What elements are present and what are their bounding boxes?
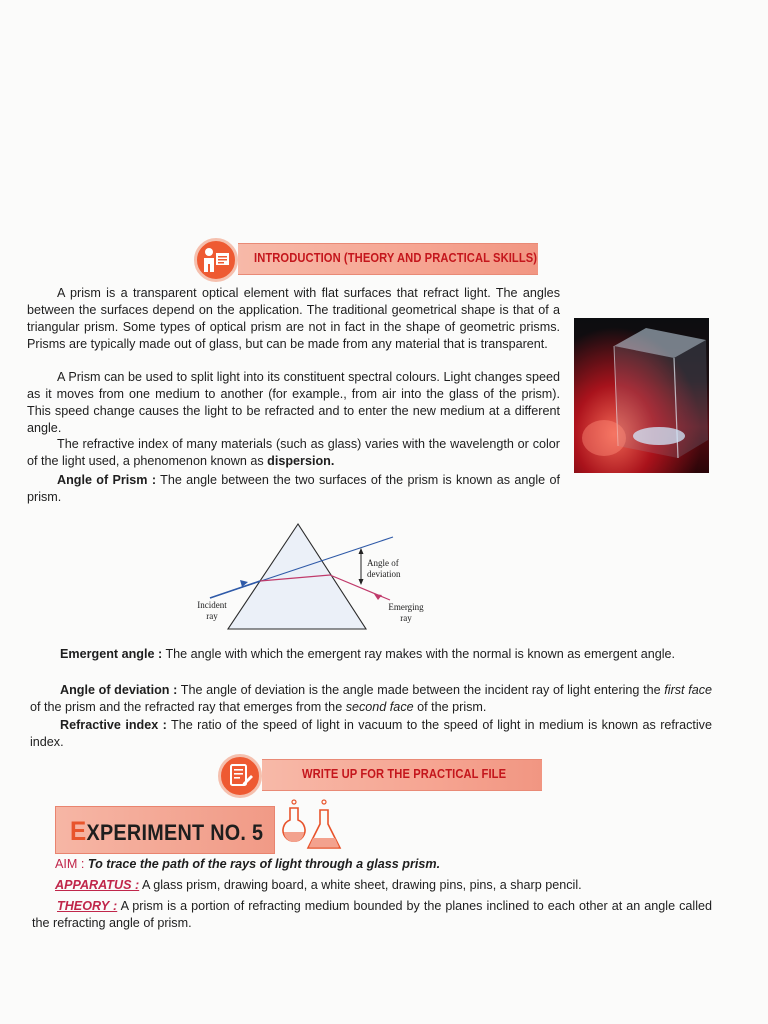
theory-label: THEORY :: [57, 899, 118, 913]
dispersion-term: dispersion.: [267, 454, 335, 468]
teacher-icon: [194, 238, 238, 282]
emerging-ray-label: [385, 602, 427, 624]
writeup-banner-title: WRITE UP FOR THE PRACTICAL FILE: [302, 766, 507, 781]
experiment-title: [70, 816, 263, 847]
experiment-title-initial: E: [70, 816, 87, 846]
aim-line: [55, 857, 440, 871]
angle-of-deviation-term: Angle of deviation :: [60, 683, 178, 697]
intro-banner: [238, 243, 538, 275]
theory-paragraph: [32, 898, 712, 932]
deviation-text-2: of the prism and the refracted ray that emerges from the: [30, 700, 343, 714]
intro-paragraph-2: A Prism can be used to split light into its constituent spectral colours. Light changes speed as it moves from one medium to another (for example., from air into the glass of the prism). This speed change causes the light to be refracted and to enter the new medium at a different angle.: [27, 370, 560, 435]
notepad-icon: [218, 754, 262, 798]
aim-text: To trace the path of the rays of light through a glass prism.: [87, 857, 441, 871]
refractive-index-term: Refractive index :: [60, 718, 167, 732]
flask-icon: [272, 798, 342, 854]
prism-photo: [574, 318, 709, 473]
deviation-text-3: of the prism.: [417, 700, 487, 714]
emerging-label-line-1: Emerging: [388, 602, 424, 612]
intro-paragraph-3: [27, 436, 560, 470]
angle-of-deviation-label: [367, 558, 401, 580]
writeup-banner: [262, 759, 542, 791]
angle-of-prism-definition: [27, 472, 560, 506]
emergent-angle-text: The angle with which the emergent ray makes with the normal is known as emergent angle.: [165, 647, 676, 661]
apparatus-label: APPARATUS :: [55, 878, 140, 892]
incident-label-line-2: ray: [206, 611, 218, 621]
angle-label-line-2: deviation: [367, 569, 401, 579]
first-face-term: first face: [664, 683, 713, 697]
emergent-angle-term: Emergent angle :: [60, 647, 163, 661]
angle-of-prism-text: The angle between the two surfaces of the prism is known as angle of prism.: [27, 473, 560, 504]
aim-label: AIM :: [55, 857, 85, 871]
refractive-index-text: The ratio of the speed of light in vacuum to the speed of light in medium is known as refractive index.: [30, 718, 712, 749]
emerging-label-line-2: ray: [400, 613, 412, 623]
experiment-title-rest: XPERIMENT NO. 5: [86, 820, 264, 845]
angle-of-deviation-definition: [30, 682, 712, 716]
deviation-text-1: The angle of deviation is the angle made between the incident ray of light entering the: [180, 683, 661, 697]
angle-label-line-1: Angle of: [367, 558, 399, 568]
refractive-index-definition: [30, 717, 712, 751]
apparatus-line: [55, 878, 582, 892]
experiment-title-box: [55, 806, 275, 854]
theory-text: A prism is a portion of refracting medium bounded by the planes inclined to each other at an angle called the refracting angle of prism.: [32, 899, 712, 930]
emergent-angle-definition: [30, 646, 712, 663]
second-face-term: second face: [345, 700, 414, 714]
angle-of-prism-term: Angle of Prism :: [57, 473, 157, 487]
incident-ray-label: [195, 600, 229, 622]
intro-p3-text: The refractive index of many materials (such as glass) varies with the wavelength or color of the light used, a phenomenon known as: [27, 437, 560, 468]
incident-label-line-1: Incident: [197, 600, 227, 610]
apparatus-text: A glass prism, drawing board, a white sheet, drawing pins, pins, a sharp pencil.: [142, 878, 582, 892]
intro-banner-title: INTRODUCTION (THEORY AND PRACTICAL SKILLS): [254, 250, 538, 265]
intro-paragraph-1: A prism is a transparent optical element with flat surfaces that refract light. The angles between the surfaces depend on the application. The traditional geometrical shape is that of a triangular prism. Some types of optical prism are not in fact in the shape of geometric prisms. Prisms are typically made out of glass, but can be made from any material that is transparent.: [27, 286, 560, 351]
